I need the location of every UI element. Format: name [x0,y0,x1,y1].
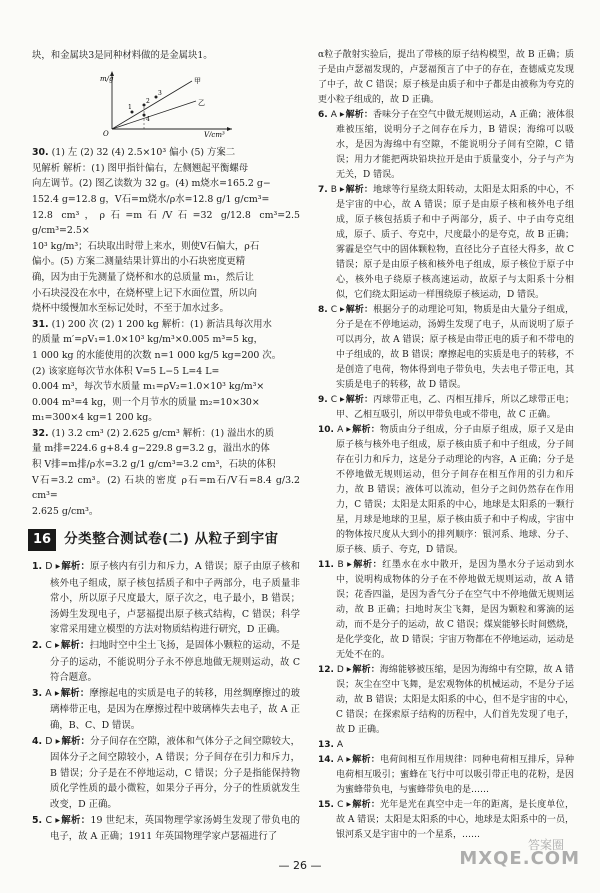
answer-7-number: 7. [318,185,328,195]
answer-30-l3: 152.4 g=12.8 g，V石=m烧水/ρ水=12.8 g/1 g/cm³= [32,193,270,205]
answer-9 [318,393,574,423]
jiexi-label: ▶ 解析： [347,560,382,570]
left-column [32,48,300,845]
watermark-cn: 答案圈 [527,838,564,852]
jiexi-label: ▶ 解析： [340,305,373,315]
answer-4-text: 分子间存在空隙，液体和气体分子之间空隙较大，固体分子之间空隙较小，A 错误；分子间存在引力和斥力，B 错误；分子是在不停地运动，C 错误；分子是指能保持物质化学性质的最小微粒，如果分子再分，分子的性质就发生改变，D 正确。 [50,735,300,810]
answer-8 [318,303,574,393]
answer-14-choice: A [337,755,344,765]
answer-31-l3: (2) 该家庭每次节水体积 V=5 L−5 L=4 L= [32,365,220,377]
jiexi-label: ▶ 解析： [347,665,380,675]
answer-6-text: 香味分子在空气中做无规则运动，A 正确；液体很难被压缩，说明分子之间存在斥力，B 错误；海绵可以吸水，是因为海绵中有空隙，不能说明分子间有空隙，C 错误；用力才能把两块铅块拉开是由于质量变小，分子与产为无关，D 错误。 [336,110,574,180]
answer-2 [32,638,300,686]
answer-32-l3: V石=3.2 cm³。(2) 石块的密度 ρ石=m石/V石=8.4 g/3.2 cm³= [32,474,300,502]
answer-30-l2: 向左调节。(2) 图乙读数为 32 g。(4) m烧水=165.2 g− [32,178,271,190]
answer-3-text: 摩擦起电的实质是电子的转移，用丝绸摩擦过的玻璃棒带正电，是因为在摩擦过程中玻璃棒失去电子，故 A 正确，B、C、D 错误。 [50,687,300,731]
answer-3-choice: A [45,687,52,699]
answer-2-text: 扫地时空中尘土飞扬，是固体小颗粒的运动，不是分子的运动，不能说明分子永不停息地做无规则运动，故 C 符合题意。 [50,640,300,684]
intro-text: 块，和金属块3是同种材料做的是金属块1。 [32,50,213,61]
answer-6 [318,108,574,183]
answer-30-l9: 烧杯中缓慢加水至标记处时，不至于加水过多。 [32,303,229,315]
answer-4 [32,734,300,813]
section-title: 分类整合测试卷(二) 从粒子到宇宙 [64,531,279,548]
answer-30-l8: 小石块浸没在水中，在烧杯壁上记下水面位置，所以向 [32,287,258,299]
answer-31-l6: m₁=300×4 kg=1 200 kg。 [32,412,158,424]
graph-xlabel: V/cm³ [204,130,225,137]
answer-7 [318,183,574,303]
answer-5-text: 19 世纪末，英国物理学家汤姆生发现了带负电的电子，故 A 正确；1911 年英国物理学家卢瑟福进行了 [50,814,300,843]
line-yi [112,101,196,129]
answer-32-l1: 量 m排=224.6 g+8.4 g−229.8 g=3.2 g，溢出水的体 [32,443,270,455]
answer-30-l1: 见解析 解析：(1) 图甲指针偏右，左侧翘起平衡螺母 [32,162,249,174]
watermark: MXQE.COM [459,848,580,869]
answer-13-choice: A [336,740,343,750]
jiexi-label: ▶ 解析： [56,561,90,572]
answer-3 [32,686,300,734]
jiexi-label: ▶ 解析： [346,755,380,765]
section-header [28,529,300,551]
answer-32-l0: (1) 3.2 cm³ (2) 2.625 g/cm³ 解析：(1) 溢出水的质 [51,427,274,439]
answer-11-choice: B [337,560,344,570]
continued-text: α粒子散射实验后，提出了带核的原子结构模型，故 B 正确；质子是由卢瑟福发现的，卢瑟福预言了中子的存在，查德威克发现了中子，故 C 错误；原子核是由质子和中子都是由被称为夸克的更小粒子组成的，故 D 正确。 [318,50,574,105]
answer-30-l5: 10³ kg/m³；石块取出时带上来水，则使V石偏大，ρ石 [32,240,260,252]
answer-1-number: 1. [32,561,43,573]
answer-31-l2: 1 000 kg 的水能使用的次数 n=1 000 kg/5 kg=200 次。 [32,349,282,361]
answer-10 [318,423,574,558]
answer-10-choice: A [337,425,344,435]
jiexi-label: ▶ 解析： [340,395,373,405]
x-arrow [227,127,232,131]
answer-30-l6: 偏小。(5) 方案二测量结果计算出的小石块密度更精 [32,256,246,268]
right-column [318,48,574,843]
answer-30-l7: 确，因为由于先测量了烧杯和水的总质量 m₁，然后让 [32,271,254,283]
answer-9-number: 9. [318,395,328,405]
answer-11 [318,558,574,663]
graph-p1: 1 [128,103,132,111]
answer-15-text: 光年是光在真空中走一年的距离，是长度单位，故 A 错误；太阳是太阳系的中心，地球是太阳系中的一员，银河系又是宇宙中的一个星系，…… [336,800,574,840]
answer-31-l5: 0.004 m³=4 kg，则一个月节水的质量 m₂=10×30× [32,396,260,408]
answer-11-text: 红墨水在水中散开，是因为墨水分子运动到水中，说明构成物体的分子在不停地做无规则运动，故 A 错误；花香四溢，是因为香气分子在空气中不停地做无规则运动，故 B 正确；扫地时灰尘飞舞，是因为颗粒和雾滴的运动，而不是分子的运动，故 C 错误；煤炭能够长时间燃烧，是化学变化，故 D 错误；宇宙万物都在不停地运动，运动是无处不在的。 [336,560,574,660]
answer-32 [32,426,300,520]
page-number: — 26 — [278,859,322,872]
answer-12-text: 海绵能够被压缩，是因为海绵中有空隙，故 A 错误；灰尘在空中飞舞，是宏观物体的机械运动，不是分子运动，故 B 错误；太阳是太阳系的中心，但不是宇宙的中心，C 错误；在探索原子结构的历程中，人们首先发现了电子，故 D 正确。 [336,665,574,735]
answer-2-choice: C [45,640,52,651]
answer-5 [32,813,300,845]
answer-8-text: 根据分子的动理论可知，物质是由大量分子组成，分子是在不停地运动，汤姆生发现了电子，从而说明了原子可以再分，故 A 错误；原子核是由带正电的质子和不带电的中子组成的，故 B 错误；摩擦起电的实质是电子的转移，不是创造了电荷，物体得到电子带负电，失去电子带正电，其实质是电子的转移，故 D 错误。 [336,305,574,390]
answer-7-choice: B [330,185,337,195]
answer-12-number: 12. [318,665,334,675]
answer-32-number: 32. [32,427,49,439]
answer-15-choice: C [337,800,344,810]
answer-10-text: 物质由分子组成，分子由原子组成，原子又是由原子核与核外电子组成，原子核由质子和中子组成，分子间存在引力和斥力，这是分子动理论的内容，A 正确；分子是不停地做无规则运动，但分子间存在相互作用的引力和斥力，故 B 错误；液体可以流动，但分子之间仍然存在作用力，C 错误；太阳是太阳系的中心，地球是太阳系的一颗行星，月球是地球的卫星，原子核由质子和中子构成，宇宙中的物体按尺度从大到小的排列顺序：银河系、地球、分子、原子核、质子、夸克，D 错误。 [336,425,574,555]
answer-3-number: 3. [32,687,43,699]
jiexi-label: ▶ 解析： [340,110,373,120]
answer-8-choice: C [330,305,337,315]
answer-2-number: 2. [32,640,43,651]
graph-p4: 4 [146,115,150,123]
mass-volume-graph [92,67,242,137]
answer-32-l2: 积 V排=m排/ρ水=3.2 g/1 g/cm³=3.2 cm³，石块的体积 [32,459,276,471]
answer-32-l4: 2.625 g/cm³。 [32,505,99,517]
answer-31-number: 31. [32,318,49,330]
answer-8-number: 8. [318,305,328,315]
graph-label-jia: 甲 [194,76,201,85]
answer-15-number: 15. [318,800,334,810]
answer-31-l1: 的质量 m′=ρV₁=1.0×10³ kg/m³×0.005 m³=5 kg， [32,334,263,346]
answer-31-l0: (1) 200 次 (2) 1 200 kg 解析：(1) 新洁具每次用水 [51,318,272,330]
answer-4-choice: D [45,735,53,747]
answer-31 [32,317,300,426]
graph-origin: O [103,129,109,137]
answer-11-number: 11. [318,560,334,570]
line-jia [112,81,192,129]
jiexi-label: ▶ 解析： [55,688,90,699]
jiexi-label: ▶ 解析： [346,425,380,435]
answer-1-choice: D [45,561,53,573]
answer-5-choice: C [45,814,52,826]
answer-4-number: 4. [32,735,43,747]
answer-30 [32,145,300,317]
answer-14-text: 电荷间相互作用规律：同种电荷相互排斥，异种电荷相互吸引；蜜蜂在飞行中可以吸引带正电的花粉，是因为蜜蜂带负电，与蜜蜂带负电的是…… [336,755,574,795]
jiexi-label: ▶ 解析： [56,736,90,747]
answer-7-text: 地球等行星绕太阳转动，太阳是太阳系的中心，不是宇宙的中心，故 A 错误；原子是由原子核和核外电子组成，原子核包括质子和中子两部分，质子、中子由夸克组成，原子、质子、夸克中，尺度最小的是夸克，故 B 正确；雾霾是空气中的固体颗粒物，直径比分子直径大得多，故 C 错误；原子是由原子核和核外电子组成，原子核位于原子中心，核外电子绕原子核高速运动，故原子与太阳系十分相似，它们绕太阳运动一样围绕原子核运动，D 错误。 [336,185,574,300]
answer-10-number: 10. [318,425,334,435]
graph-ylabel: m/g [100,74,114,83]
jiexi-label: ▶ 解析： [346,800,380,810]
jiexi-label: ▶ 解析： [55,815,90,826]
answer-5-number: 5. [32,814,43,826]
answer-9-choice: C [330,395,337,405]
answer-13 [318,738,574,753]
answer-12 [318,663,574,738]
answer-14 [318,753,574,798]
answer-1-text: 原子核内有引力和斥力，A 错误；原子由原子核和核外电子组成，原子核包括质子和中子两部分，电子质量非常小，所以原子尺度最大，原子次之，电子最小，B 错误；汤姆生发现电子，卢瑟福提出原子核式结构，C 错误；科学家常采用建立模型的方法对物质结构进行研究，D 正确。 [50,561,300,636]
answer-6-number: 6. [318,110,328,120]
answer-14-number: 14. [318,755,334,765]
answer-9-text: 丙球带正电，乙、丙相互排斥，所以乙球带正电；甲、乙相互吸引，所以甲带负电或不带电，故 C 正确。 [336,395,574,420]
jiexi-label: ▶ 解析： [55,640,90,651]
answer-30-l4: 12.8 cm³，ρ石=m石/V石=32 g/12.8 cm³=2.5 g/cm³=2.5× [32,209,300,237]
graph-label-yi: 乙 [198,98,205,107]
answer-12-choice: D [336,665,344,675]
answer-31-l4: 0.004 m³，每次节水质量 m₁=ρV₂=1.0×10³ kg/m³× [32,381,265,393]
answer-30-l0: (1) 左 (2) 32 (4) 2.5×10³ 偏小 (5) 方案二 [51,147,236,159]
graph-p3: 3 [158,89,162,97]
section-number: 16 [28,529,56,551]
answer-30-number: 30. [32,147,49,159]
graph-p2: 2 [146,97,150,105]
answer-1 [32,559,300,638]
answer-6-choice: A [330,110,337,120]
answer-13-number: 13. [318,740,334,750]
jiexi-label: ▶ 解析： [340,185,373,195]
